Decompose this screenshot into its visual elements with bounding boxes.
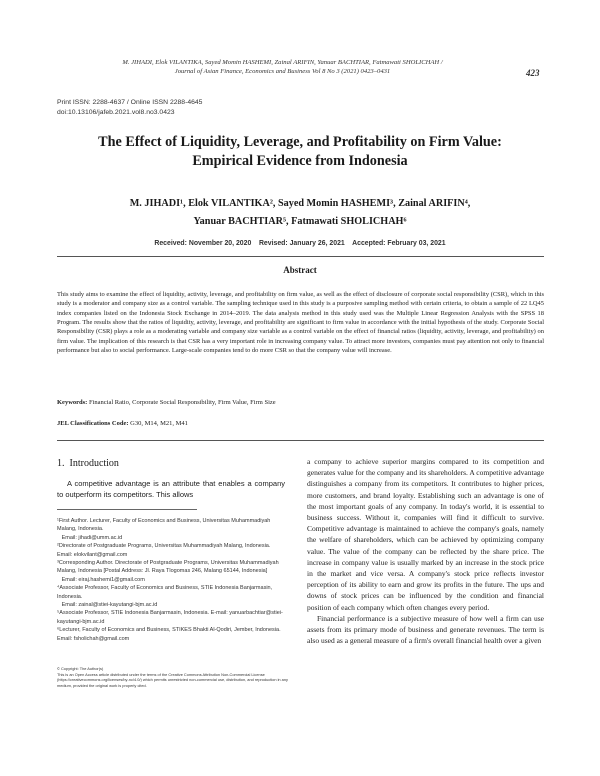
title-line-2: Empirical Evidence from Indonesia (192, 153, 408, 169)
footnote: Email: zainal@stiei-kayutangi-bjm.ac.id (57, 602, 158, 609)
abstract-text: This study aims to examine the effect of liquidity, activity, leverage, and profitability on firm value, as well as the effect of disclosure of corporate social responsibility (CSR), which in this study is a moderator and company size as a control variable. The sampling technique used in this study is a purposive sampling method with certain criteria, to obtain a sample of 22 LQ45 index companies listed on the Indonesia Stock Exchange in 2014–2019. The data analysis method in this study used was the Multiple Linear Regression Analysis with the SPSS 18 Program. The results show that the ratios of liquidity, activity, leverage, and profitability are significant to firm value in accordance with the initial hypothesis of the study. Corporate Social Responsibility (CSR) plays a role as a moderating variable and company size variable as a control variable on the effect of financial ratios (liquidity, activity, leverage, and profitability) on firm value. The implication of this research is that CSR has a very important role in increasing company value. To attract more investors, companies must pay attention not only to financial performance but also to social performance. Large-scale companies tend to do more CSR so that the company value will increase. (57, 291, 544, 355)
footnote: Email: eiraj.hashemi1@gmail.com (57, 576, 145, 583)
jel-label: JEL Classifications Code: (57, 420, 129, 427)
footnote: ⁶Lecturer, Faculty of Economics and Business, STIKES Bhakti Al-Qodiri, Jember, Indonesia. Email: fsholichah@gmail.com (57, 627, 281, 642)
footnote: ⁴Associate Professor, Faculty of Economics and Business, STIE Indonesia Banjarmasin, Indonesia. (57, 585, 273, 600)
footnote: ³Corresponding Author. Directorate of Postgraduate Programs, Universitas Muhammadiyah Malang, Indonesia [Postal Address: Jl. Raya Tlogomas 246, Malang 65144, Indonesia] (57, 560, 279, 575)
left-column (57, 478, 285, 500)
footnote: ¹First Author. Lecturer, Faculty of Economics and Business, Universitas Muhammadiyah Malang, Indonesia. (57, 518, 271, 533)
issn: Print ISSN: 2288-4637 / Online ISSN 2288-4645 (57, 99, 203, 106)
copyright-notice (57, 666, 289, 688)
footnote-rule (57, 509, 197, 510)
section-heading: 1. Introduction (57, 458, 119, 469)
body-paragraph: Financial performance is a subjective measure of how well a firm can use assets from its primary mode of business and generate revenues. The term is also used as a general measure of a firm's overall financial health over a given (307, 613, 544, 646)
authors-line-2: Yanuar BACHTIAR⁵, Fatmawati SHOLICHAH⁶ (193, 216, 407, 227)
paper-title (40, 133, 560, 171)
authors-line-1: M. JIHADI¹, Elok VILANTIKA², Sayed Momin HASHEMI³, Zainal ARIFIN⁴, (129, 198, 471, 209)
author-list (40, 195, 560, 231)
copyright-line: © Copyright: The Author(s) (57, 666, 104, 671)
right-column (307, 456, 544, 646)
title-line-1: The Effect of Liquidity, Leverage, and Profitability on Firm Value: (98, 134, 502, 150)
keywords-text: Financial Ratio, Corporate Social Responsibility, Firm Value, Firm Size (87, 399, 276, 406)
running-head-journal: Journal of Asian Finance, Economics and Business Vol 8 No 3 (2021) 0423–0431 (174, 68, 391, 75)
license-text: This is an Open Access article distributed under the terms of the Creative Commons Attribution Non-Commercial License (https://creativecommons.org/licenses/by-nc/4.0/) which permits unrestricted non-commercial use, distribution, and reproduction in any medium, provided the original work is properly cited. (57, 671, 288, 688)
footnote: ²Directorate of Postgraduate Programs, Universitas Muhammadiyah Malang, Indonesia. Email: elokvilant@gmail.com (57, 543, 271, 558)
footnotes (57, 517, 285, 643)
submission-dates: Received: November 20, 2020 Revised: January 26, 2021 Accepted: February 03, 2021 (154, 240, 446, 247)
divider-top (57, 256, 544, 257)
jel-codes (57, 420, 544, 427)
jel-text: G30, M14, M21, M41 (128, 420, 188, 427)
footnote: ⁵Associate Professor, STIE Indonesia Banjarmasin, Indonesia. E-mail: yanuarbachtiar@stiei-kayutangi-bjm.ac.id (57, 610, 283, 625)
running-head (70, 58, 495, 76)
page-number: 423 (526, 68, 540, 78)
body-paragraph: a company to achieve superior margins compared to its competition and generates value for the company and its shareholders. A competitive advantage distinguishes a company from its competitors. It contributes to higher prices, more customers, and brand loyalty. Establishing such an advantage is one of the most important goals of any company. In today's world, it is essential to business success. Without it, companies will find it difficult to survive. Competitive advantage is maintained to achieve the company's goals, namely the welfare of shareholders, which can be achieved by optimizing company value. The value of the company can be reflected by the share price. The increase in company value is usually marked by an increase in the stock price in the market and vice versa. A company's stock price reflects investor perception of its ability to earn and grow its profits in the future. The ups and downs of stock prices can be influenced by the condition and financial position of each company which often changes every period. (307, 457, 544, 612)
issn-block (57, 98, 202, 118)
running-head-authors: M. JIHADI, Elok VILANTIKA, Sayed Momin HASHEMI, Zainal ARIFIN, Yanuar BACHTIAR, Fatmawati SHOLICHAH / (122, 59, 443, 66)
keywords (57, 399, 544, 406)
abstract-heading: Abstract (283, 265, 317, 275)
footnote: Email: jihadi@umm.ac.id (57, 534, 123, 541)
intro-paragraph: A competitive advantage is an attribute that enables a company to outperform its competitors. This allows (57, 479, 285, 500)
doi-link[interactable]: doi:10.13106/jafeb.2021.vol8.no3.0423 (57, 109, 175, 116)
keywords-label: Keywords: (57, 399, 88, 406)
divider-bottom (57, 440, 544, 441)
